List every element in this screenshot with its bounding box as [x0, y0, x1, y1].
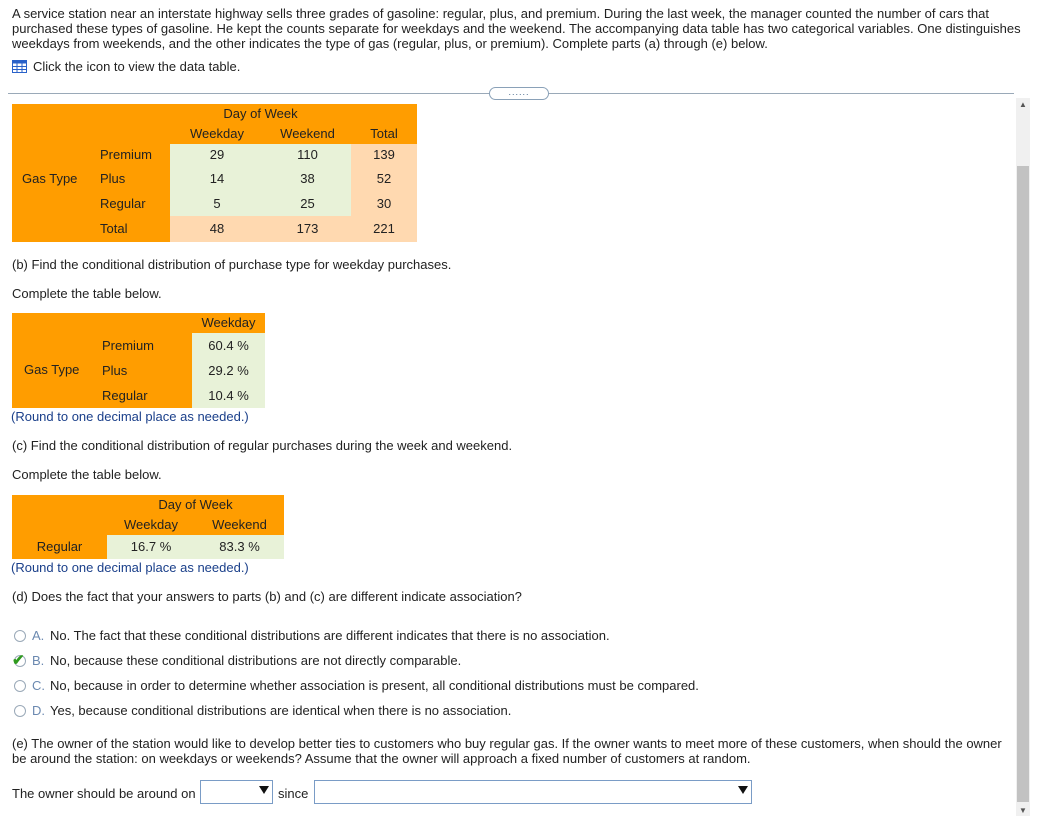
problem-intro: A service station near an interstate highway sells three grades of gasoline: regular, plus, and premium. During the last week, the manager counted the number of cars that purchased these types of gasoline. He kept the counts separate for weekdays and the weekend. The accompanying data table has two categorical variables. One distinguishes weekdays from weekends, and the other indicates the type of gas (regular, plus, or premium). Complete parts (a) through (e) below.: [12, 6, 1021, 51]
cell-premium-weekend: 110: [264, 144, 351, 166]
choice-text[interactable]: No. The fact that these conditional distributions are different indicates that there is no association.: [50, 628, 610, 643]
row-label-plus: Plus: [96, 358, 192, 383]
answer-value: 83.3: [219, 539, 245, 554]
choice-b[interactable]: [14, 653, 461, 668]
row-group-cell: [12, 144, 94, 242]
day-of-week-header: Day of Week: [107, 495, 284, 515]
row-label-regular: Regular: [12, 535, 107, 559]
scroll-up-icon[interactable]: ▲: [1019, 100, 1027, 109]
part-b-question: (b) Find the conditional distribution of purchase type for weekday purchases.: [12, 257, 452, 272]
answer-value: 10.4: [208, 388, 234, 403]
part-e-prefix: The owner should be around on: [12, 786, 196, 801]
part-b-instruction: Complete the table below.: [12, 286, 162, 301]
cell-premium-total: 139: [351, 144, 417, 166]
percent-unit: %: [237, 338, 249, 353]
cell-plus-weekend: 38: [264, 166, 351, 191]
corner-cell: [12, 313, 96, 333]
corner-cell: [94, 104, 170, 144]
part-d-question: (d) Does the fact that your answers to parts (b) and (c) are different indicate association?: [12, 589, 522, 604]
table-icon[interactable]: [12, 60, 27, 73]
choice-text[interactable]: No, because in order to determine whether association is present, all conditional distributions must be compared.: [50, 678, 699, 693]
answer-plus-weekday[interactable]: [192, 358, 265, 383]
cell-plus-weekday: 14: [170, 166, 264, 191]
choice-letter: B.: [32, 653, 45, 668]
part-c-round-note: (Round to one decimal place as needed.): [11, 560, 249, 575]
row-label-total: Total: [94, 216, 170, 242]
reason-select[interactable]: [314, 780, 752, 804]
radio-button[interactable]: [14, 630, 26, 642]
weekday-header: Weekday: [107, 515, 195, 535]
choice-letter: A.: [32, 628, 45, 643]
answer-value: 60.4: [208, 338, 234, 353]
corner-cell: [12, 104, 94, 144]
choice-letter: C.: [32, 678, 45, 693]
answer-value: 16.7: [130, 539, 157, 554]
data-table-link-label[interactable]: Click the icon to view the data table.: [33, 59, 241, 74]
part-c-question: (c) Find the conditional distribution of regular purchases during the week and weekend.: [12, 438, 513, 453]
percent-unit: %: [159, 539, 172, 554]
choice-text[interactable]: No, because these conditional distributions are not directly comparable.: [50, 653, 462, 668]
cell-regular-weekend: 25: [264, 191, 351, 216]
choice-text[interactable]: Yes, because conditional distributions are identical when there is no association.: [50, 703, 512, 718]
checkmark-icon: ✔: [12, 651, 25, 669]
data-table-link[interactable]: [12, 59, 240, 74]
radio-button[interactable]: [14, 705, 26, 717]
row-label-premium: Premium: [94, 144, 170, 166]
cell-grand-total: 221: [351, 216, 417, 242]
percent-unit: %: [248, 539, 260, 554]
answer-regular-weekend[interactable]: [195, 535, 284, 559]
scroll-thumb[interactable]: [1017, 166, 1029, 802]
answer-premium-weekday[interactable]: [192, 333, 265, 358]
answer-value: 29.2: [208, 363, 234, 378]
percent-unit: %: [237, 388, 249, 403]
row-label-premium: Premium: [96, 333, 192, 358]
part-e-question: (e) The owner of the station would like to develop better ties to customers who buy regular gas. If the owner wants to meet more of these customers, when should the owner be around the station: on weekdays or weekends? Assume that the owner will approach a fixed number of customers at random.: [12, 736, 1002, 766]
cell-plus-total: 52: [351, 166, 417, 191]
day-of-week-header: Day of Week: [170, 104, 351, 124]
cell-total-weekend: 173: [264, 216, 351, 242]
gas-type-label: Gas Type: [12, 360, 96, 380]
expand-button[interactable]: ......: [489, 87, 549, 100]
cell-total-weekday: 48: [170, 216, 264, 242]
vertical-scrollbar[interactable]: [1016, 98, 1030, 816]
cell-premium-weekday: 29: [170, 144, 264, 166]
weekday-header: Weekday: [170, 124, 264, 144]
weekend-header: Weekend: [195, 515, 284, 535]
choice-c[interactable]: [14, 678, 699, 693]
answer-regular-weekday[interactable]: [107, 535, 195, 559]
corner-cell: [12, 495, 107, 535]
choice-d[interactable]: [14, 703, 511, 718]
row-label-regular: Regular: [96, 383, 192, 408]
choice-a[interactable]: [14, 628, 610, 643]
weekend-header: Weekend: [264, 124, 351, 144]
percent-unit: %: [237, 363, 249, 378]
row-label-plus: Plus: [94, 166, 170, 191]
part-b-round-note: (Round to one decimal place as needed.): [11, 409, 249, 424]
dropdown-arrow-icon[interactable]: [735, 781, 751, 803]
radio-button-selected[interactable]: [12, 651, 26, 669]
weekday-header: Weekday: [192, 313, 265, 333]
radio-button[interactable]: [14, 680, 26, 692]
answer-regular-weekday[interactable]: [192, 383, 265, 408]
weekday-weekend-select[interactable]: [200, 780, 273, 804]
gas-type-label: Gas Type: [12, 169, 94, 189]
total-header: Total: [351, 104, 417, 144]
corner-cell: [96, 313, 192, 333]
cell-regular-weekday: 5: [170, 191, 264, 216]
dropdown-arrow-icon[interactable]: [256, 781, 272, 803]
scroll-down-icon[interactable]: ▼: [1019, 806, 1027, 815]
cell-regular-total: 30: [351, 191, 417, 216]
part-c-instruction: Complete the table below.: [12, 467, 162, 482]
row-label-regular: Regular: [94, 191, 170, 216]
choice-letter: D.: [32, 703, 45, 718]
since-label: since: [278, 786, 309, 801]
